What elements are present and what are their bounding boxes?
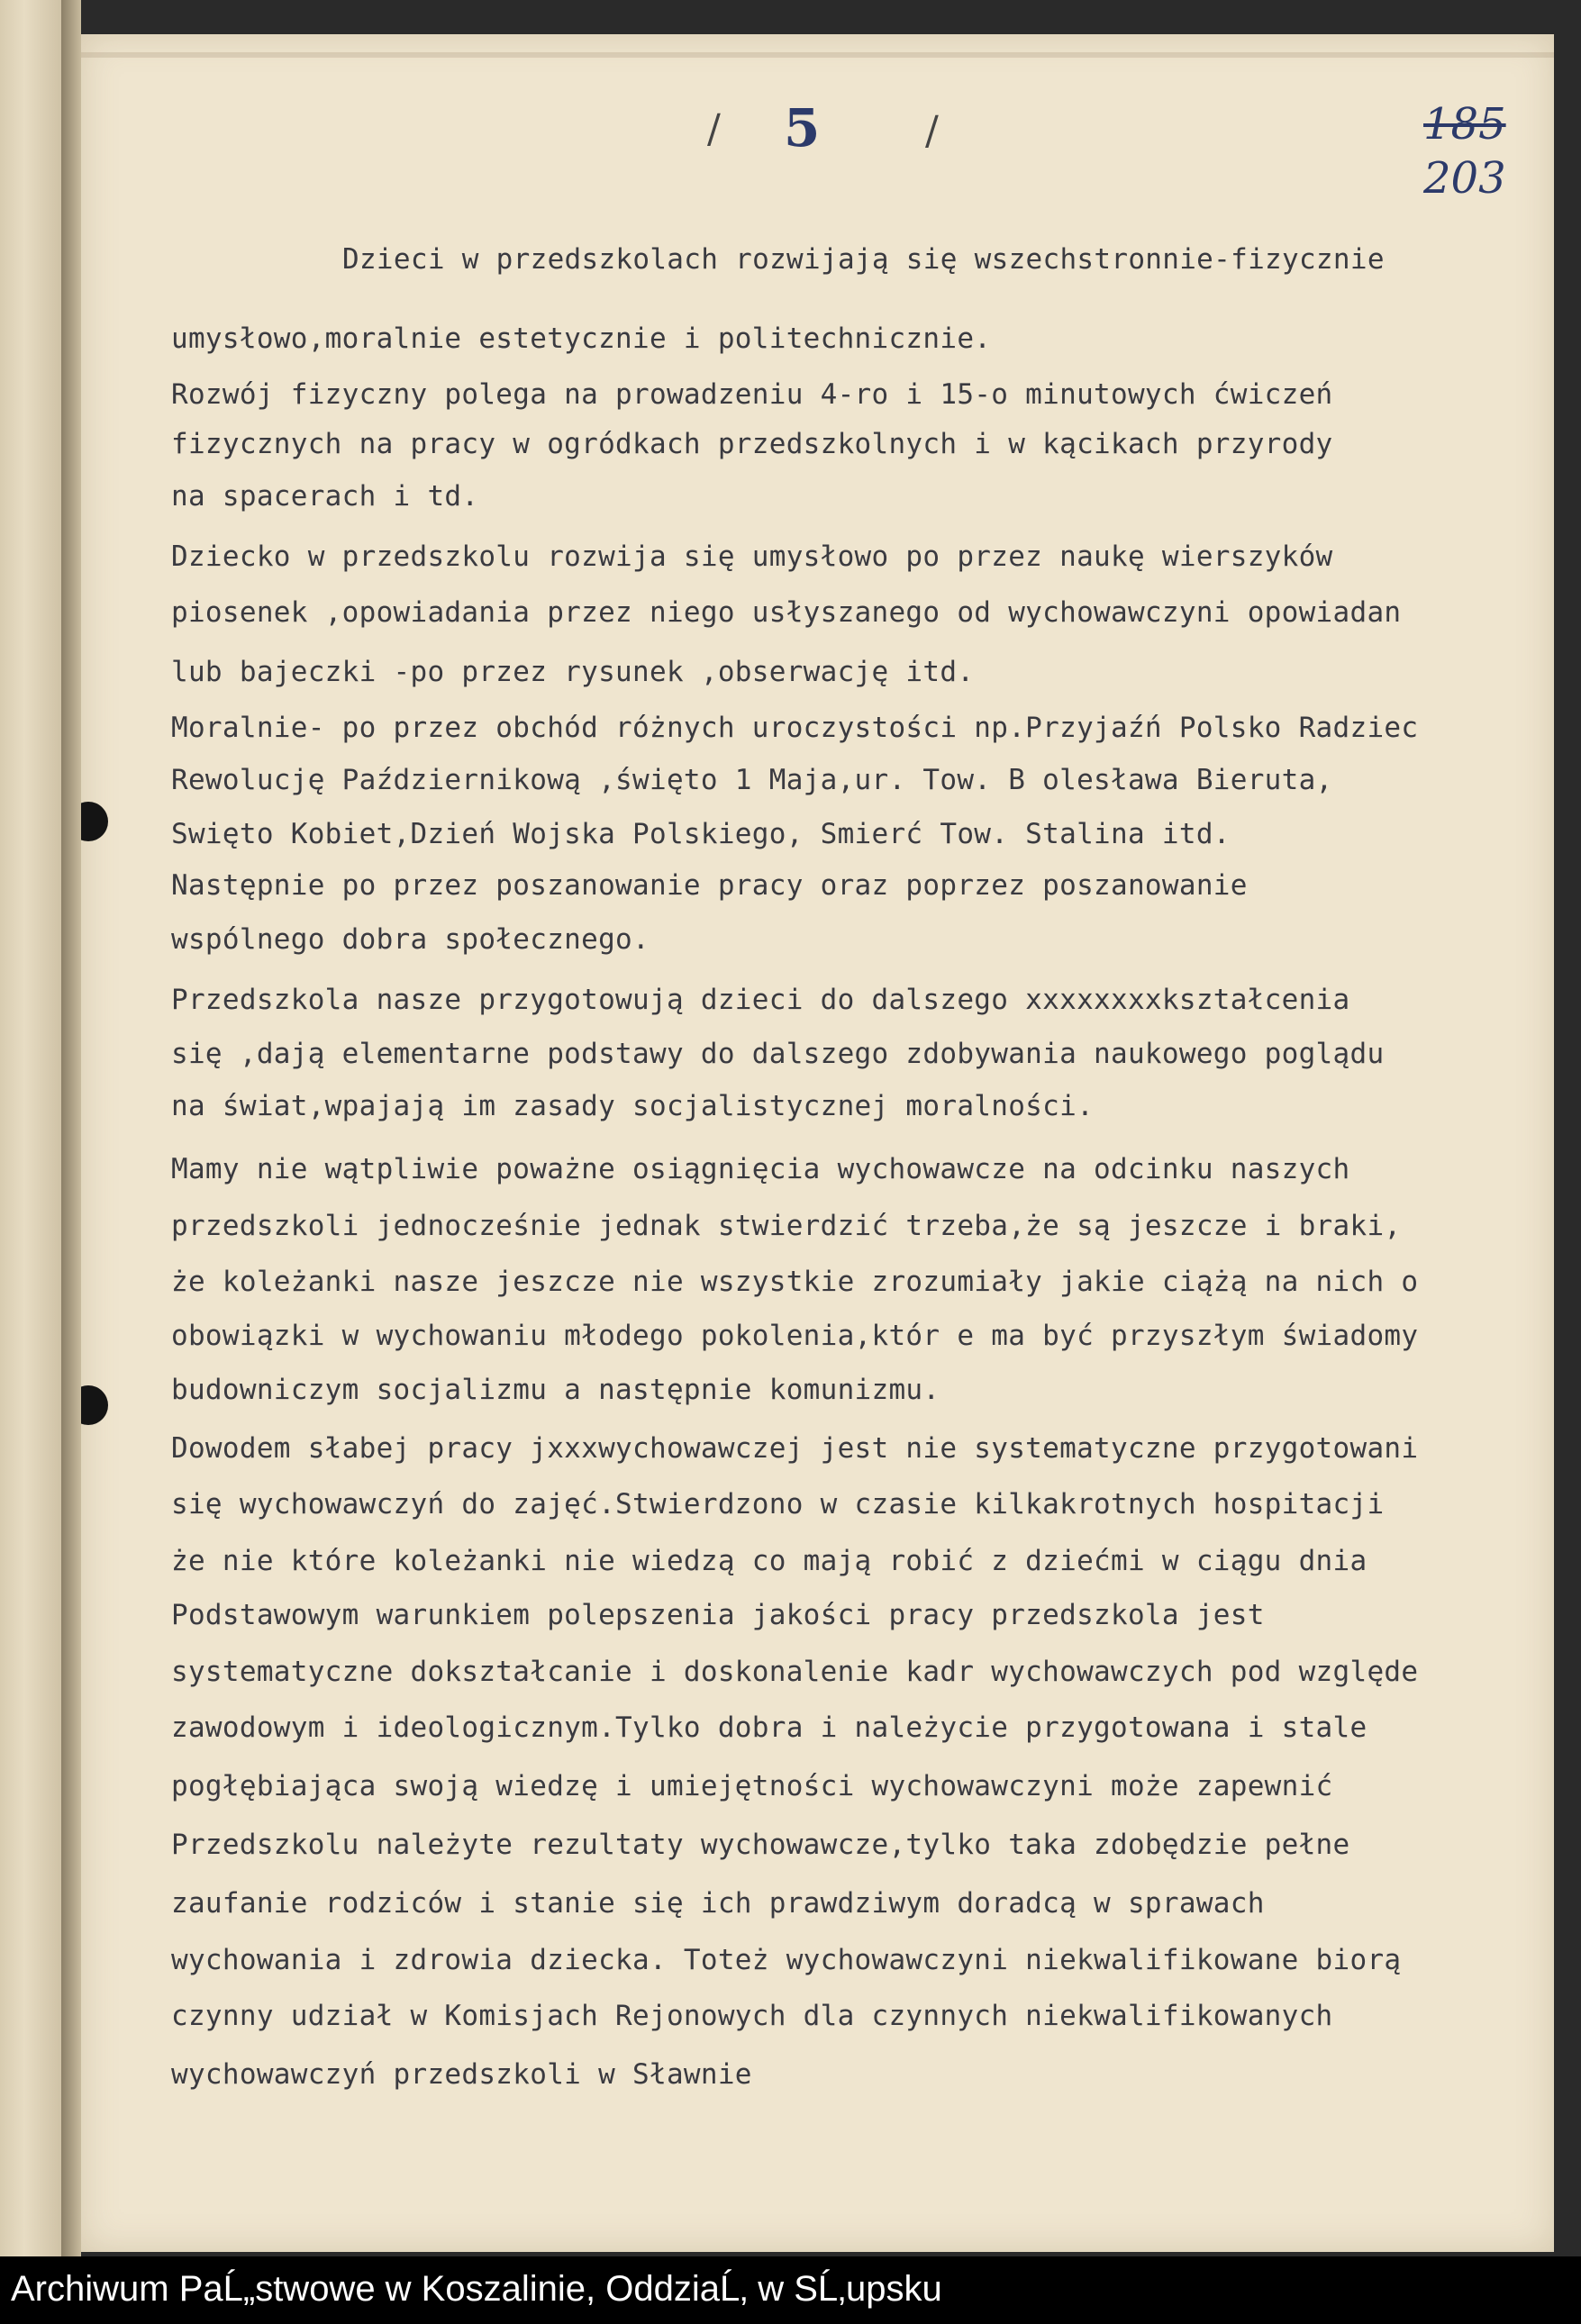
typed-line: zawodowym i ideologicznym.Tylko dobra i należycie przygotowana i stale bbox=[171, 1711, 1367, 1744]
typed-line: wspólnego dobra społecznego. bbox=[171, 923, 650, 956]
typed-line: Dowodem słabej pracy jxxxwychowawczej jest nie systematyczne przygotowani bbox=[171, 1432, 1419, 1465]
typed-line: piosenek ,opowiadania przez niego usłyszanego od wychowawczyni opowiadan bbox=[171, 596, 1402, 629]
typed-line: obowiązki w wychowaniu młodego pokolenia,któr e ma być przyszłym świadomy bbox=[171, 1320, 1419, 1352]
typed-line: zaufanie rodziców i stanie się ich prawdziwym doradcą w sprawach bbox=[171, 1887, 1265, 1920]
typed-line: czynny udział w Komisjach Rejonowych dla czynnych niekwalifikowanych bbox=[171, 2000, 1333, 2032]
folio-number-old: 185 bbox=[1423, 99, 1506, 150]
typed-line: się ,dają elementarne podstawy do dalszego zdobywania naukowego poglądu bbox=[171, 1038, 1385, 1070]
typed-line: na spacerach i td. bbox=[171, 480, 479, 513]
archive-caption: Archiwum PaĹ„stwowe w Koszalinie, OddziaĹ‚ w SĹ‚upsku bbox=[11, 2269, 942, 2309]
folio-number-new: 203 bbox=[1423, 153, 1506, 204]
typed-line: Następnie po przez poszanowanie pracy oraz poprzez poszanowanie bbox=[171, 869, 1248, 902]
typed-line: Moralnie- po przez obchód różnych uroczystości np.Przyjaźń Polsko Radziec bbox=[171, 712, 1419, 744]
typed-line: że nie które koleżanki nie wiedzą co mają robić z dziećmi w ciągu dnia bbox=[171, 1545, 1367, 1577]
previous-page-edge bbox=[0, 0, 63, 2256]
typed-line: Dzieci w przedszkolach rozwijają się wszechstronnie-fizycznie bbox=[342, 243, 1385, 276]
typed-line: Rozwój fizyczny polega na prowadzeniu 4-ro i 15-o minutowych ćwiczeń bbox=[171, 378, 1333, 411]
archive-footer-bar bbox=[0, 2256, 1581, 2324]
document-page bbox=[81, 34, 1554, 2252]
margin-mark-left: / bbox=[707, 106, 721, 152]
typed-line: się wychowawczyń do zajęć.Stwierdzono w czasie kilkakrotnych hospitacji bbox=[171, 1488, 1385, 1521]
typed-line: Dziecko w przedszkolu rozwija się umysłowo po przez naukę wierszyków bbox=[171, 540, 1333, 573]
typed-line: że koleżanki nasze jeszcze nie wszystkie zrozumiały jakie ciążą na nich o bbox=[171, 1266, 1419, 1298]
typed-line: pogłębiająca swoją wiedzę i umiejętności wychowawczyni może zapewnić bbox=[171, 1770, 1333, 1802]
page-number: 5 bbox=[784, 97, 821, 159]
typed-line: wychowawczyń przedszkoli w Sławnie bbox=[171, 2058, 752, 2091]
typed-line: przedszkoli jednocześnie jednak stwierdzić trzeba,że są jeszcze i braki, bbox=[171, 1210, 1402, 1242]
typed-line: umysłowo,moralnie estetycznie i politechnicznie. bbox=[171, 322, 992, 355]
typed-line: na świat,wpajają im zasady socjalistycznej moralności. bbox=[171, 1090, 1095, 1122]
punch-hole bbox=[81, 802, 108, 841]
typed-line: Przedszkolu należyte rezultaty wychowawcze,tylko taka zdobędzie pełne bbox=[171, 1829, 1350, 1861]
typed-line: Rewolucję Październikową ,święto 1 Maja,ur. Tow. B olesława Bieruta, bbox=[171, 764, 1333, 796]
margin-mark-right: / bbox=[925, 108, 939, 154]
punch-hole bbox=[81, 1385, 108, 1425]
typed-line: Podstawowym warunkiem polepszenia jakości pracy przedszkola jest bbox=[171, 1599, 1265, 1631]
typed-line: lub bajeczki -po przez rysunek ,obserwację itd. bbox=[171, 656, 975, 688]
binding-shadow bbox=[61, 0, 81, 2256]
typed-line: systematyczne dokształcanie i doskonalenie kadr wychowawczych pod względe bbox=[171, 1656, 1419, 1688]
page-fold-line bbox=[81, 52, 1554, 58]
typed-line: budowniczym socjalizmu a następnie komunizmu. bbox=[171, 1374, 940, 1406]
typed-line: Mamy nie wątpliwie poważne osiągnięcia wychowawcze na odcinku naszych bbox=[171, 1153, 1350, 1185]
typed-line: fizycznych na pracy w ogródkach przedszkolnych i w kącikach przyrody bbox=[171, 428, 1333, 460]
typed-line: Przedszkola nasze przygotowują dzieci do dalszego xxxxxxxxkształcenia bbox=[171, 984, 1350, 1016]
typed-line: Swięto Kobiet,Dzień Wojska Polskiego, Smierć Tow. Stalina itd. bbox=[171, 818, 1231, 850]
typed-line: wychowania i zdrowia dziecka. Toteż wychowawczyni niekwalifikowane biorą bbox=[171, 1944, 1402, 1976]
